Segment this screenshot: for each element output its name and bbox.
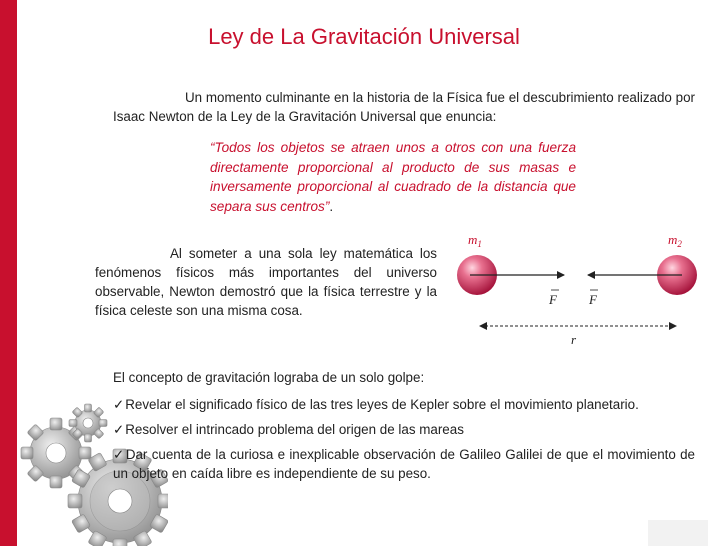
bullet-item: [113, 445, 695, 483]
bullet-text: Dar cuenta de la curiosa e inexplicable observación de Galileo Galilei de que el movimiento de un objeto en caída libre es independiente de su peso.: [113, 447, 695, 481]
law-quote-text: “Todos los objetos se atraen unos a otros con una fuerza directamente proporcional al producto de sus masas e inversamente proporcional al cuadrado de la distancia que separa sus centros”: [210, 140, 576, 214]
intro-text: Un momento culminante en la historia de la Física fue el descubrimiento realizado por Isaac Newton de la Ley de la Gravitación Universal que enuncia:: [113, 90, 695, 124]
slide-title: Ley de La Gravitación Universal: [208, 24, 520, 49]
checkmark-icon: ✓: [113, 447, 125, 462]
law-quote: [210, 138, 576, 216]
bullet-text: Resolver el intrincado problema del origen de las mareas: [125, 422, 464, 437]
intro-paragraph: [113, 88, 695, 126]
left-accent-bar: [0, 0, 17, 546]
force-label-left: F: [549, 292, 557, 307]
checkmark-icon: ✓: [113, 397, 125, 412]
law-quote-tail: .: [329, 198, 334, 214]
unification-text: Al someter a una sola ley matemática los fenómenos físicos más importantes del universo observable, Newton demostró que la física terrestre y la física celeste son una misma cosa.: [95, 246, 437, 318]
bullet-item: [113, 420, 695, 439]
gravitation-diagram: [450, 226, 702, 348]
distance-label: r: [571, 332, 577, 347]
mass-2-label: $m_2$: [668, 232, 682, 249]
bullet-item: [113, 395, 695, 414]
force-label-right: F: [589, 292, 597, 307]
checkmark-icon: ✓: [113, 422, 125, 437]
corner-panel: [648, 520, 708, 546]
concept-heading: El concepto de gravitación lograba de un solo golpe:: [113, 370, 425, 385]
unification-paragraph: [95, 244, 437, 320]
bullet-text: Revelar el significado físico de las tres leyes de Kepler sobre el movimiento planetario.: [125, 397, 639, 412]
mass-1-label: $m_1$: [468, 232, 482, 249]
concept-section: [113, 368, 695, 489]
